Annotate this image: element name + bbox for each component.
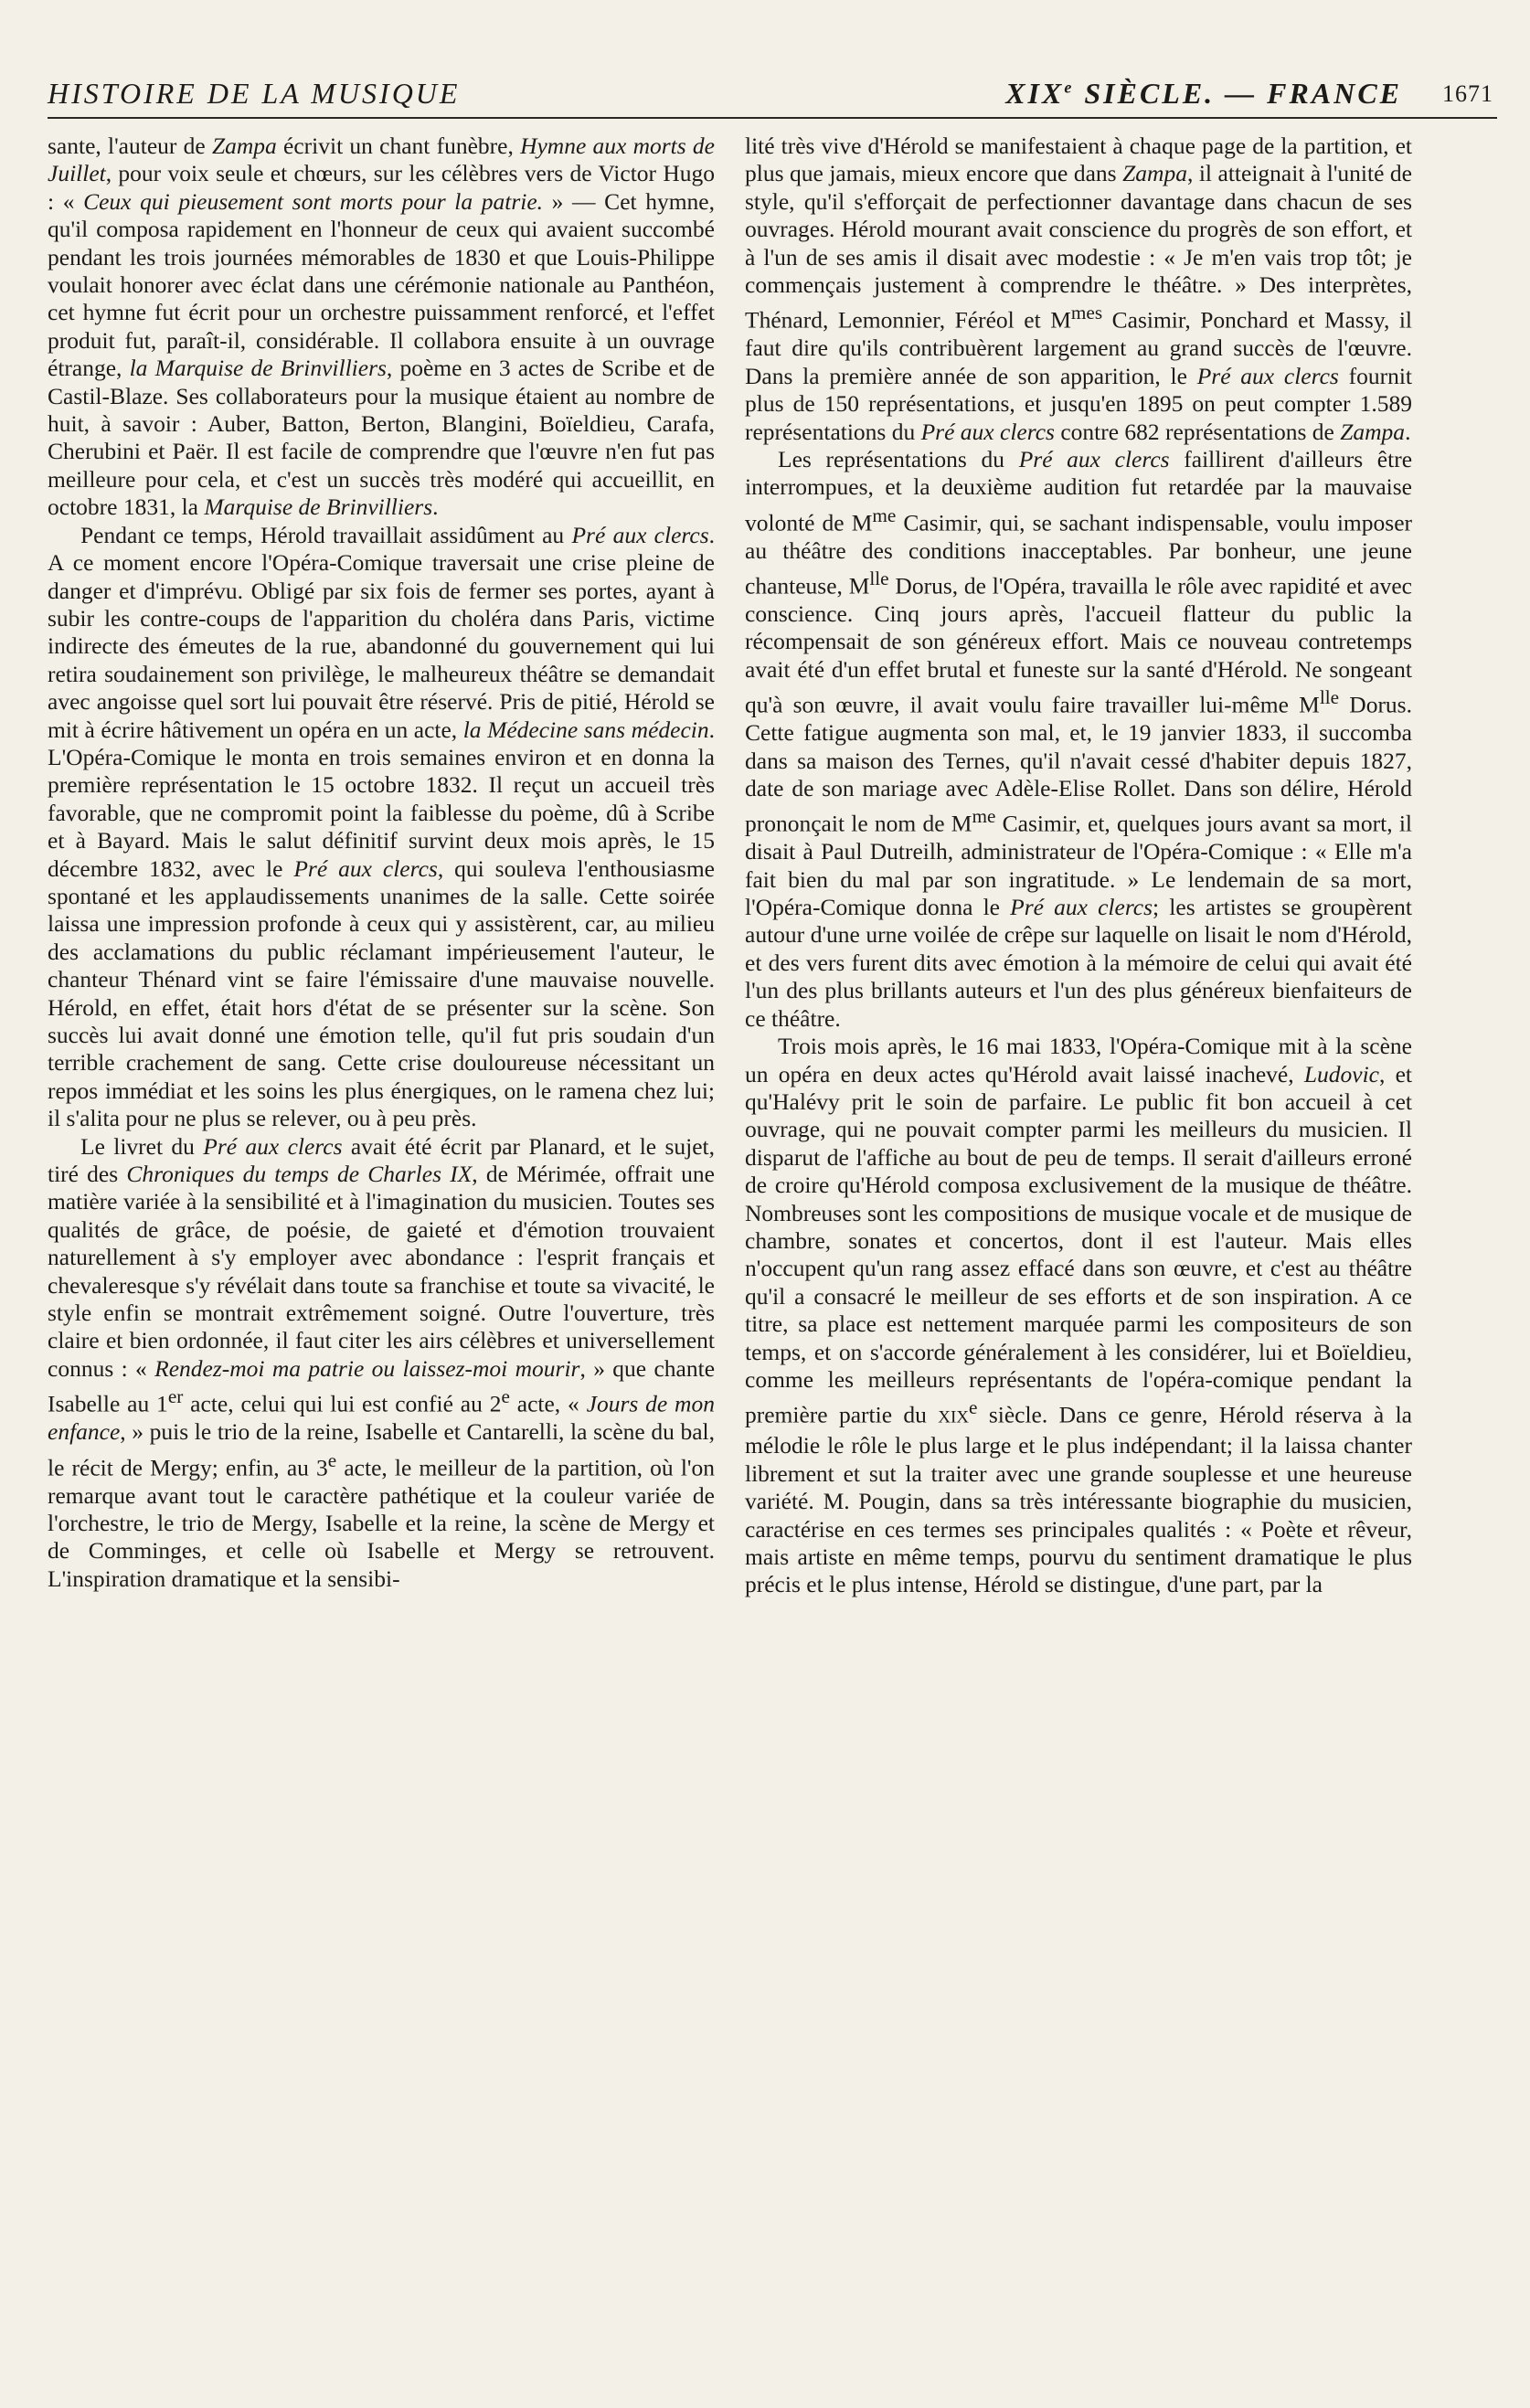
right-column xyxy=(745,133,1412,1599)
paragraph: Le livret du Pré aux clercs avait été écrit par Planard, et le sujet, tiré des Chroniques du temps de Charles IX, de Mérimée, offrait une matière variée à la sensibilité et à l'imagination du musicien. Toutes ses qualités de grâce, de poésie, de gaieté et d'émotion trouvaient naturellement à s'y employer avec abondance : l'esprit français et chevaleresque s'y révélait dans toute sa franchise et toute sa vivacité, le style enfin se montrait extrêmement soigné. Outre l'ouverture, très claire et bien ordonnée, il faut citer les airs célèbres et universellement connus : « Rendez-moi ma patrie ou laissez-moi mourir, » que chante Isabelle au 1er acte, celui qui lui est confié au 2e acte, « Jours de mon enfance, » puis le trio de la reine, Isabelle et Cantarelli, la scène du bal, le récit de Mergy; enfin, au 3e acte, le meilleur de la partition, où l'on remarque avant tout le caractère pathétique et la couleur variée de l'orchestre, le trio de Mergy, Isabelle et la reine, la scène de Mergy et de Comminges, et celle où Isabelle et Mergy se retrouvent. L'inspiration dramatique et la sensibi- xyxy=(48,1132,716,1592)
page-number: 1671 xyxy=(1442,80,1493,107)
running-header xyxy=(48,71,1493,113)
paragraph: Pendant ce temps, Hérold travaillait assidûment au Pré aux clercs. A ce moment encore l'Opéra-Comique traversait une crise pleine de danger et d'imprévu. Obligé par six fois de fermer ses portes, ayant à subir les contre-coups de l'apparition du choléra dans Paris, victime indirecte des émeutes de la rue, abandonné du gouvernement qui lui retira soudainement son privilège, le malheureux théâtre se demandait avec angoisse quel sort lui pouvait être réservé. Pris de pitié, Hérold se mit à écrire hâtivement un opéra en un acte, la Médecine sans médecin. L'Opéra-Comique le monta en trois semaines environ et en donna la première représentation le 15 octobre 1832. Il reçut un accueil très favorable, que ne compromit point la faiblesse du poème, dû à Scribe et à Bayard. Mais le salut définitif survint deux mois après, le 15 décembre 1832, avec le Pré aux clercs, qui souleva l'enthousiasme spontané et les applaudissements unanimes de la salle. Cette soirée laissa une impression profonde à ceux qui y assistèrent, car, au milieu des acclamations du public réclamant impérieusement l'auteur, le chanteur Thénard vint se faire l'émissaire d'une mauvaise nouvelle. Hérold, en effet, était hors d'état de se présenter sur la scène. Son succès lui avait donné une émotion telle, qu'il fut pris soudain d'un terrible crachement de sang. Cette crise douloureuse nécessitant un repos immédiat et les soins les plus énergiques, on le ramena chez lui; il s'alita pour ne plus se relever, ou à peu près. xyxy=(48,521,715,1132)
header-section-text: SIÈCLE. — FRANCE xyxy=(1074,77,1402,110)
paragraph: sante, l'auteur de Zampa écrivit un chant funèbre, Hymne aux morts de Juillet, pour voix seule et chœurs, sur les célèbres vers de Victor Hugo : « Ceux qui pieusement sont morts pour la patrie. » — Cet hymne, qu'il composa rapidement en l'honneur de ceux qui avaient succombé pendant les trois journées mémorables de 1830 et que Louis-Philippe voulait honorer avec éclat dans une cérémonie nationale au Panthéon, cet hymne fut écrit pour un orchestre puissamment renforcé, et l'effet produit fut, paraît-il, considérable. Il collabora ensuite à un ouvrage étrange, la Marquise de Brinvilliers, poème en 3 actes de Scribe et de Castil-Blaze. Ses collaborateurs pour la musique étaient au nombre de huit, à savoir : Auber, Batton, Berton, Blangini, Boïeldieu, Carafa, Cherubini et Paër. Il est facile de comprendre que l'œuvre n'en fut pas meilleure pour cela, et c'est un succès très modéré qui accueillit, en octobre 1831, la Marquise de Brinvilliers. xyxy=(48,133,716,521)
paragraph: Trois mois après, le 16 mai 1833, l'Opéra-Comique mit à la scène un opéra en deux actes qu'Hérold avait laissé inachevé, Ludovic, et qu'Halévy prit le soin de parfaire. Le public fit bon accueil à cet ouvrage, qui ne pouvait compter parmi les meilleurs du musicien. Il disparut de l'affiche au bout de peu de temps. Il serait d'ailleurs erroné de croire qu'Hérold composa exclusivement de la musique de théâtre. Nombreuses sont les compositions de musique vocale et de musique de chambre, sonates et concertos, dont il est l'auteur. Mais elles n'occupent qu'un rang assez effacé dans son œuvre, et c'est au théâtre qu'il a consacré le meilleur de ses efforts et de son inspiration. A ce titre, sa place est nettement marquée parmi les compositeurs de son temps, et on s'accorde généralement à les considérer, lui et Boïeldieu, comme les meilleurs représentants de l'opéra-comique pendant la première partie du XIXe siècle. Dans ce genre, Hérold réserva à la mélodie le rôle le plus large et le plus indépendant; il la laissa chanter librement et sut la traiter avec une grande souplesse et une heureuse variété. M. Pougin, dans sa très intéressante biographie du musicien, caractérise en ces termes ses principales qualités : « Poète et rêveur, mais artiste en même temps, pourvu du sentiment dramatique le plus précis et le plus intense, Hérold se distingue, d'une part, par la xyxy=(745,1033,1413,1598)
header-century: XIX xyxy=(1005,77,1065,110)
header-section xyxy=(1005,77,1402,111)
left-column xyxy=(48,133,715,1593)
paragraph: Les représentations du Pré aux clercs faillirent d'ailleurs être interrompues, et la deuxième audition fut retardée par la mauvaise volonté de $M^{me}$ Casimir, qui, se sachant indispensable, voulu imposer au théâtre des conditions inacceptables. Par bonheur, une jeune chanteuse, $M^{lle}$ Dorus, de l'Opéra, travailla le rôle avec rapidité et avec conscience. Cinq jours après, l'accueil flatteur du public la récompensait de son généreux effort. Mais ce nouveau contretemps avait été d'un effet brutal et funeste sur la santé d'Hérold. Ne songeant qu'à son œuvre, il avait voulu faire travailler lui-même $M^{lle}$ Dorus. Cette fatigue augmenta son mal, et, le 19 janvier 1833, il succomba dans sa maison des Ternes, qu'il n'avait cessé d'habiter depuis 1827, date de son mariage avec Adèle-Elise Rollet. Dans son délire, Hérold prononçait le nom de $M^{me}$ Casimir, et, quelques jours avant sa mort, il disait à Paul Dutreilh, administrateur de l'Opéra-Comique : « Elle m'a fait bien du mal par son ingratitude. » Le lendemain de sa mort, l'Opéra-Comique donna le Pré aux clercs; les artistes se groupèrent autour d'une urne voilée de crêpe sur laquelle on lisait le nom d'Hérold, et des vers furent dits avec émotion à la mémoire de celui qui avait été l'un des plus brillants auteurs et l'un des plus généreux bienfaiteurs de ce théâtre. xyxy=(745,445,1413,1032)
header-title: HISTOIRE DE LA MUSIQUE xyxy=(48,77,461,110)
header-century-sup: e xyxy=(1064,78,1075,97)
header-rule xyxy=(48,117,1497,119)
paragraph: lité très vive d'Hérold se manifestaient à chaque page de la partition, et plus que jamais, mieux encore que dans Zampa, il atteignait à l'unité de style, qu'il s'efforçait de perfectionner davantage dans chacun de ses ouvrages. Hérold mourant avait conscience du progrès de son effort, et à l'un de ses amis il disait avec modestie : « Je m'en vais trop tôt; je commençais justement à comprendre le théâtre. » Des interprètes, Thénard, Lemonnier, Féréol et $M^{mes}$ Casimir, Ponchard et Massy, il faut dire qu'ils contribuèrent largement au grand succès de l'œuvre. Dans la première année de son apparition, le Pré aux clercs fournit plus de 150 représentations, et jusqu'en 1895 on peut compter 1.589 représentations du Pré aux clercs contre 682 représentations de Zampa. xyxy=(745,133,1413,445)
